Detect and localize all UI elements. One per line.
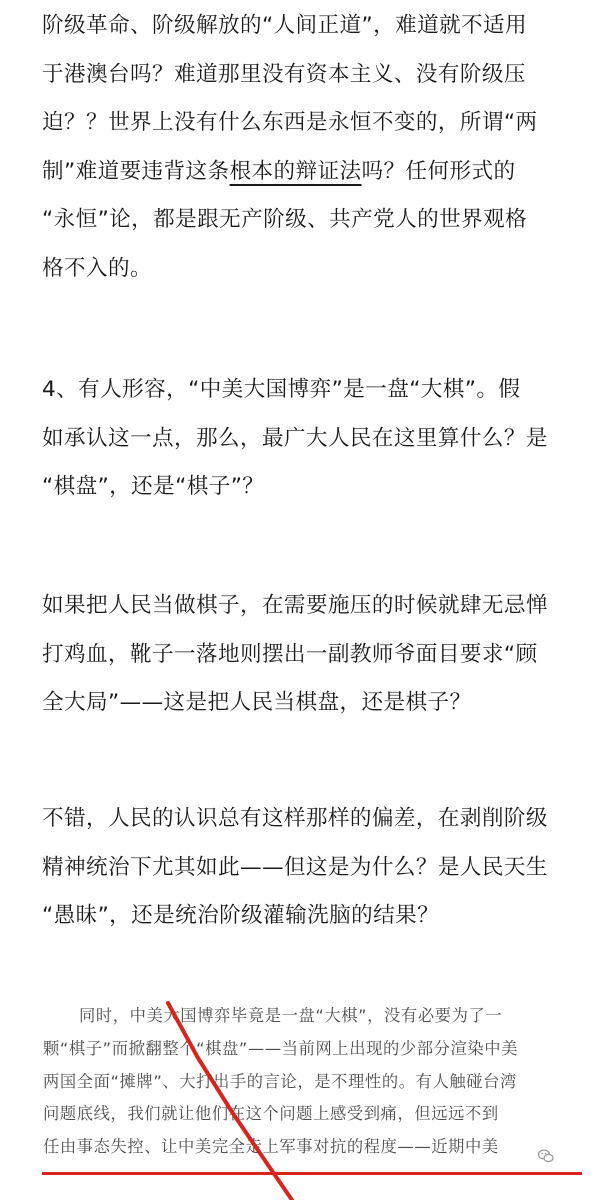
text-line: 如承认这一点，那么，最广大人民在这里算什么？是 xyxy=(42,425,548,451)
text-line: 格不入的。 xyxy=(42,255,152,281)
text-line: 精神统治下尤其如此——但这是为什么？是人民天生 xyxy=(42,854,548,880)
paragraph-big-chess-game xyxy=(42,366,587,512)
text-line: 不错，人民的认识总有这样那样的偏差，在剥削阶级 xyxy=(42,806,548,831)
text-line: “棋盘”，还是“棋子”？ xyxy=(42,474,265,499)
text-line: 阶级革命、阶级解放的“人间正道”，难道就不适用 xyxy=(42,13,528,38)
text-line: 如果把人民当做棋子，在需要施压的时候就肆无忌惮 xyxy=(42,593,548,618)
text-line: 迫？？世界上没有什么东西是永恒不变的，所谓“两 xyxy=(42,110,538,135)
quoted-excerpt xyxy=(43,1000,583,1164)
text-line: 打鸡血，靴子一落地则摆出一副教师爷面目要求“顾 xyxy=(42,641,538,667)
excerpt-line: 两国全面“摊牌”、大打出手的言论，是不理性的。有人触碰台湾 xyxy=(43,1071,517,1091)
wechat-icon xyxy=(537,1147,555,1165)
excerpt-line: 同时，中美大国博弈毕竟是一盘“大棋”，没有必要为了一 xyxy=(79,1006,503,1025)
text-segment: 制”难道要违背这条 xyxy=(42,158,230,184)
text-line xyxy=(42,148,587,197)
text-segment: 吗？任何形式的 xyxy=(361,158,516,184)
red-underline-mark xyxy=(42,1172,582,1175)
excerpt-line: 问题底线，我们就让他们在这个问题上感受到痛，但远远不到 xyxy=(43,1104,499,1124)
text-line: 4、有人形容，“中美大国博弈”是一盘“大棋”。假 xyxy=(42,377,521,402)
text-line: 于港澳台吗？难道那里没有资本主义、没有阶级压 xyxy=(42,61,526,87)
paragraph-people-as-pieces xyxy=(42,582,587,728)
text-line: 全大局”——这是把人民当棋盘，还是棋子？ xyxy=(42,690,472,715)
text-line: “永恒”论，都是跟无产阶级、共产党人的世界观格 xyxy=(42,207,528,232)
excerpt-line: 颗“棋子”而掀翻整个“棋盘”——当前网上出现的少部分渲染中美 xyxy=(43,1038,519,1058)
excerpt-line: 任由事态失控、让中美完全走上军事对抗的程度——近期中美 xyxy=(43,1137,499,1157)
text-line: “愚昧”，还是统治阶级灌输洗脑的结果？ xyxy=(42,903,440,928)
paragraph-peoples-understanding xyxy=(42,795,587,941)
paragraph-class-revolution xyxy=(42,2,587,293)
underlined-phrase: 根本的辩证法 xyxy=(229,158,362,184)
